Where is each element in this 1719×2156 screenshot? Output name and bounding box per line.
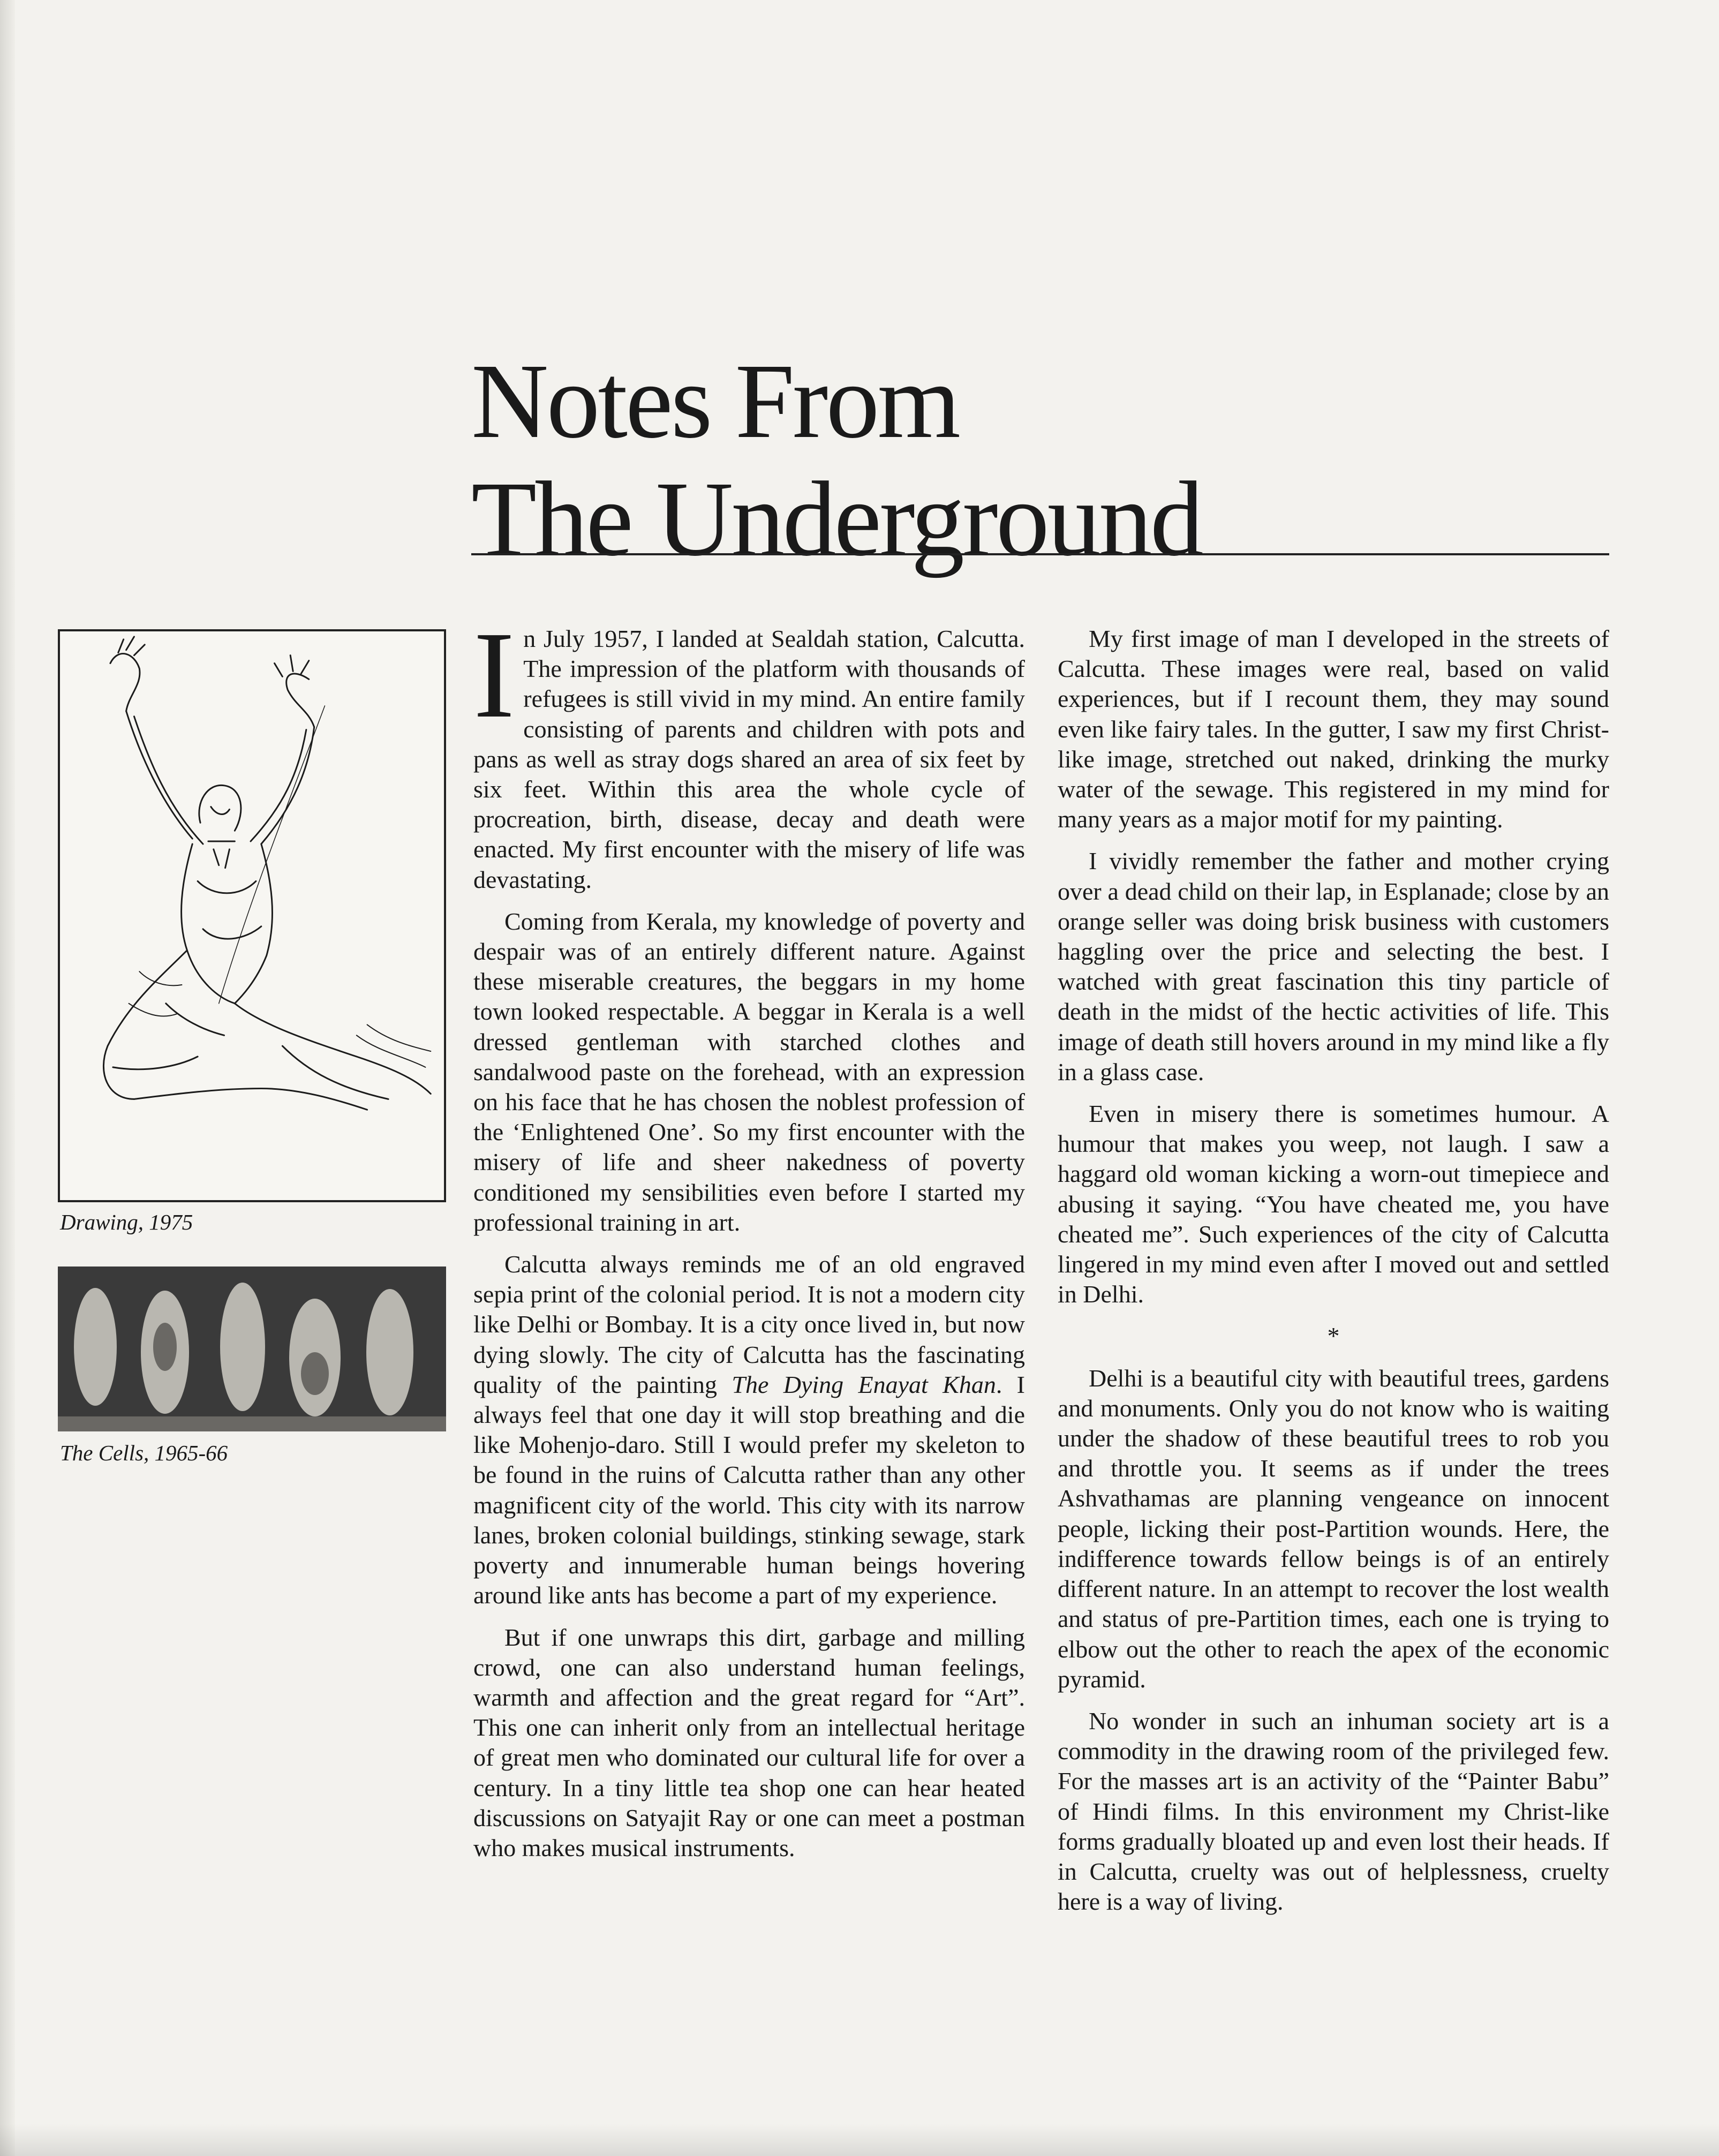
title-underline-rule (471, 553, 1609, 555)
article-title (471, 343, 1382, 578)
paragraph-9: No wonder in such an inhuman society art is a commodity in the drawing room of the privileged few. For the masses art is an activity of the “Painter Babu” of Hindi films. In this environment my Christ-like forms gradually bloated up and even lost their heads. If in Calcutta, cruelty was out of helplessness, cruelty here is a way of living. (1058, 1707, 1609, 1916)
title-line-1: Notes From (471, 342, 959, 461)
cells-caption: The Cells, 1965-66 (60, 1441, 228, 1465)
paragraph-2: Coming from Kerala, my knowledge of poverty and despair was of an entirely different nature. Against these miserable creatures, the beggars in my home town looked respectable. A beggar in Kerala is a well dressed gentleman with starched clothes and sandalwood paste on the forehead, with an expression on his face that he has chosen the noblest profession of the ‘Enlightened One’. So my first encounter with the misery of life and sheer nakedness of poverty conditioned my sensibilities even before I started my professional training in art. (473, 907, 1025, 1236)
article-column-2 (1058, 624, 1609, 1928)
title-line-2: The Underground (471, 460, 1202, 578)
drawing-caption: Drawing, 1975 (60, 1210, 193, 1234)
page-bottom-shadow (0, 2124, 1719, 2156)
painting-title: The Dying Enayat Khan (732, 1370, 996, 1398)
article-column-1 (473, 606, 1025, 1875)
paragraph-3-text-a: Calcutta always reminds me of an old engraved sepia print of the colonial period. It is not a modern city like Delhi or Bombay. It is a city once lived in, but now dying slowly. The city of Calcutta has the fascinating quality of the painting (473, 1250, 1025, 1398)
paragraph-5: My first image of man I developed in the streets of Calcutta. These images were real, based on valid experiences, but if I recount them, they may sound even like fairy tales. In the gutter, I saw my first Christ-like image, stretched out naked, drinking the murky water of the sewage. This registered in my mind for many years as a major motif for my painting. (1058, 625, 1609, 833)
section-separator: * (1327, 1322, 1340, 1350)
drop-cap: I (473, 606, 515, 744)
paragraph-4: But if one unwraps this dirt, garbage and milling crowd, one can also understand human feelings, warmth and affection and the great regard for “Art”. This one can inherit only from an intellectual heritage of great men who dominated our cultural life for over a century. In a tiny little tea shop one can hear heated discussions on Satyajit Ray or one can meet a postman who makes musical instruments. (473, 1623, 1025, 1861)
the-cells-photo (58, 1267, 446, 1431)
paragraph-7: Even in misery there is sometimes humour. A humour that makes you weep, not laugh. I saw a haggard old woman kicking a worn-out timepiece and abusing it saying. “You have cheated me, you have cheated me”. Such experiences of the city of Calcutta lingered in my mind even after I moved out and settled in Delhi. (1058, 1100, 1609, 1308)
page-binding-edge (0, 0, 15, 2156)
drawing-figure-icon (60, 631, 444, 1200)
paragraph-3-text-b: . I always feel that one day it will stop breathing and die like Mohenjo-daro. Still I would prefer my skeleton to be found in the ruins of Calcutta rather than any other magnificent city of the world. This city with its narrow lanes, broken colonial buildings, stinking sewage, stark poverty and innumerable human beings hovering around like ants has become a part of my experience. (473, 1370, 1025, 1609)
paragraph-1-text: n July 1957, I landed at Sealdah station, Calcutta. The impression of the platform with thousands of refugees is still vivid in my mind. An entire family consisting of parents and children with pots and pans as well as stray dogs shared an area of six feet by six feet. Within this area the whole cycle of procreation, birth, disease, decay and death were enacted. My first encounter with the misery of life was devastating. (473, 625, 1025, 893)
paragraph-3 (473, 1249, 1025, 1610)
paragraph-8: Delhi is a beautiful city with beautiful trees, gardens and monuments. Only you do not know who is waiting under the shadow of these beautiful trees to rob you and throttle you. It seems as if under the trees Ashvathamas are planning vengeance on innocent people, licking their post-Partition wounds. Here, the indifference towards fellow beings is of an entirely different nature. In an attempt to recover the lost wealth and status of pre-Partition times, each one is trying to elbow out the other to reach the apex of the economic pyramid. (1058, 1364, 1609, 1693)
paragraph-6: I vividly remember the father and mother crying over a dead child on their lap, in Esplanade; close by an orange seller was doing brisk business with customers haggling over the price and selecting the best. I watched with great fascination this tiny particle of death in the midst of the hectic activities of life. This image of death still hovers around in my mind like a fly in a glass case. (1058, 847, 1609, 1085)
paragraph-1 (473, 606, 1025, 895)
drawing-1975-illustration (58, 629, 446, 1202)
cells-painting-icon (58, 1267, 446, 1431)
